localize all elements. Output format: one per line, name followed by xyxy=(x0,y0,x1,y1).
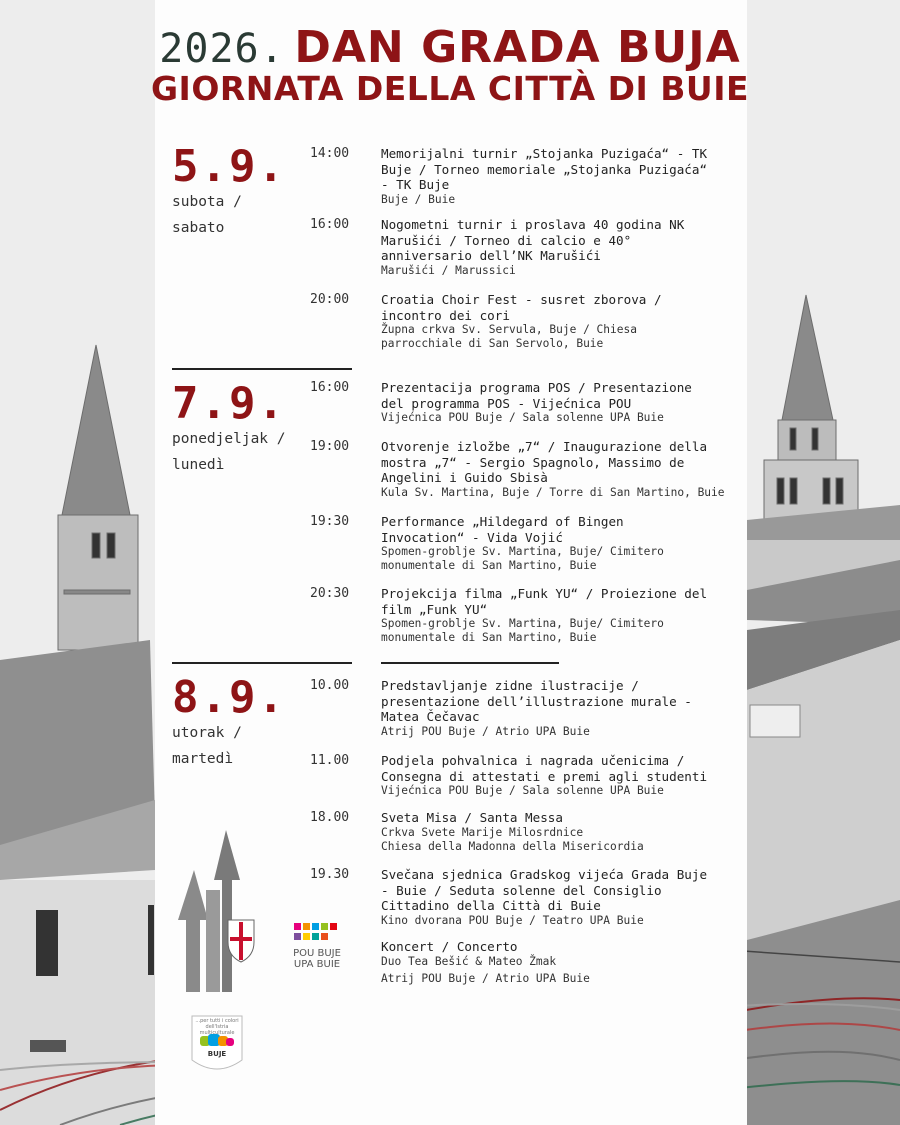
day-heading-5-9 xyxy=(172,141,286,241)
event-title: - Buie / Seduta solenne del Consiglio xyxy=(381,882,662,898)
event-location: Marušići / Marussici xyxy=(381,263,516,277)
day-date: 7.9. xyxy=(172,378,286,429)
event-location: Atrij POU Buje / Atrio UPA Buie xyxy=(381,971,590,985)
poster-header xyxy=(0,22,900,108)
event-title: Nogometni turnir i proslava 40 godina NK xyxy=(381,217,685,232)
event-title: Croatia Choir Fest - susret zborova / xyxy=(381,292,662,307)
event-title: film „Funk YU“ xyxy=(381,601,488,617)
event-location: Atrij POU Buje / Atrio UPA Buie xyxy=(381,724,590,738)
event-title: Invocation“ - Vida Vojić xyxy=(381,529,563,545)
event-title: Marušići / Torneo di calcio e 40° xyxy=(381,232,632,248)
event-location: parrocchiale di San Servolo, Buie xyxy=(381,337,604,350)
event-title: mostra „7“ - Sergio Spagnolo, Massimo de xyxy=(381,454,685,470)
event-title: del programma POS - Vijećnica POU xyxy=(381,395,632,411)
day-name: utorak / xyxy=(172,725,242,741)
pou-logo xyxy=(282,922,352,970)
event-location: Spomen-groblje Sv. Martina, Buje/ Cimitero xyxy=(381,617,664,630)
event-title: Predstavljanje zidne ilustracije / xyxy=(381,678,639,693)
event-title: Projekcija filma „Funk YU“ / Proiezione del xyxy=(381,586,708,601)
event-title: Prezentacija programa POS / Presentazione xyxy=(381,380,692,395)
event-time: 20:30 xyxy=(310,586,350,601)
event-title: Consegna di attestati e premi agli studenti xyxy=(381,768,708,784)
day-heading-7-9 xyxy=(172,378,286,478)
buje-badge-logo xyxy=(186,1012,248,1078)
event-title: presentazione dell’illustrazione murale - xyxy=(381,693,692,709)
day-date: 8.9. xyxy=(172,672,286,723)
event-time: 14:00 xyxy=(310,146,350,161)
day-heading-8-9 xyxy=(172,672,286,772)
pou-name: POU BUJE xyxy=(293,948,341,959)
city-arms-logo xyxy=(176,830,258,992)
event-title: Podjela pohvalnica i nagrada učenicima / xyxy=(381,753,685,768)
event-time: 20:00 xyxy=(310,292,350,307)
badge-tagline: ...per tutti i colori dell'Istria multiculturale xyxy=(195,1018,239,1036)
event-time: 19:00 xyxy=(310,439,350,454)
poster-title-it: GIORNATA DELLA CITTÀ DI BUIE xyxy=(150,69,750,108)
day-date: 5.9. xyxy=(172,141,286,192)
event-title: Angelini i Guido Sbisà xyxy=(381,470,548,485)
event-time: 11.00 xyxy=(310,753,350,768)
event-location: monumentale di San Martino, Buie xyxy=(381,631,597,644)
day-name: subota / xyxy=(172,194,242,210)
section-divider xyxy=(172,368,352,370)
event-location: Kula Sv. Martina, Buje / Torre di San Martino, Buie xyxy=(381,485,725,499)
event-title: Koncert / Concerto xyxy=(381,939,518,954)
event-location: Spomen-groblje Sv. Martina, Buje/ Cimitero xyxy=(381,545,664,558)
event-time: 16:00 xyxy=(310,380,350,395)
section-divider xyxy=(172,662,352,664)
event-time: 10.00 xyxy=(310,678,350,693)
event-title: incontro dei cori xyxy=(381,307,510,323)
day-name: lunedì xyxy=(172,457,225,473)
event-title: Otvorenje izložbe „7“ / Inaugurazione della xyxy=(381,439,708,454)
poster-title-hr: DAN GRADA BUJA xyxy=(294,22,741,73)
event-location: Crkva Svete Marije Milosrdnice xyxy=(381,825,584,839)
day-name: sabato xyxy=(172,220,225,236)
event-title: Matea Čečavac xyxy=(381,709,480,724)
event-time: 19.30 xyxy=(310,867,350,882)
event-title: Svečana sjednica Gradskog vijeća Grada Buje xyxy=(381,867,708,882)
event-location: Vijećnica POU Buje / Sala solenne UPA Buie xyxy=(381,411,664,424)
section-divider xyxy=(381,662,559,664)
event-title: Performance „Hildegard of Bingen xyxy=(381,514,624,529)
event-time: 18.00 xyxy=(310,810,350,825)
upa-name: UPA BUIE xyxy=(293,959,341,970)
event-location: Kino dvorana POU Buje / Teatro UPA Buie xyxy=(381,913,644,927)
left-window xyxy=(36,910,58,976)
event-location: Vijećnica POU Buje / Sala solenne UPA Buie xyxy=(381,784,664,797)
event-title: Memorijalni turnir „Stojanka Puzigaća“ - TK xyxy=(381,146,708,161)
poster-year: 2026. xyxy=(159,26,285,72)
event-time: 16:00 xyxy=(310,217,350,232)
day-name: martedì xyxy=(172,751,234,767)
badge-label: BUJE xyxy=(207,1050,227,1058)
air-conditioner xyxy=(750,705,800,737)
event-time: 19:30 xyxy=(310,514,350,529)
event-location: monumentale di San Martino, Buie xyxy=(381,559,597,572)
event-location: Župna crkva Sv. Servula, Buje / Chiesa xyxy=(381,323,637,336)
day-name: ponedjeljak / xyxy=(172,431,286,447)
event-title: anniversario dell’NK Marušići xyxy=(381,248,601,263)
pou-color-squares-icon xyxy=(292,922,342,944)
event-title: Sveta Misa / Santa Messa xyxy=(381,810,563,825)
event-location: Buje / Buie xyxy=(381,192,456,206)
event-title: - TK Buje xyxy=(381,177,450,192)
event-location: Chiesa della Madonna della Misericordia xyxy=(381,839,644,853)
event-title: Buje / Torneo memoriale „Stojanka Puzigaća“ xyxy=(381,161,708,177)
event-location: Duo Tea Bešić & Mateo Žmak xyxy=(381,954,557,968)
event-title: Cittadino della Città di Buie xyxy=(381,898,601,913)
